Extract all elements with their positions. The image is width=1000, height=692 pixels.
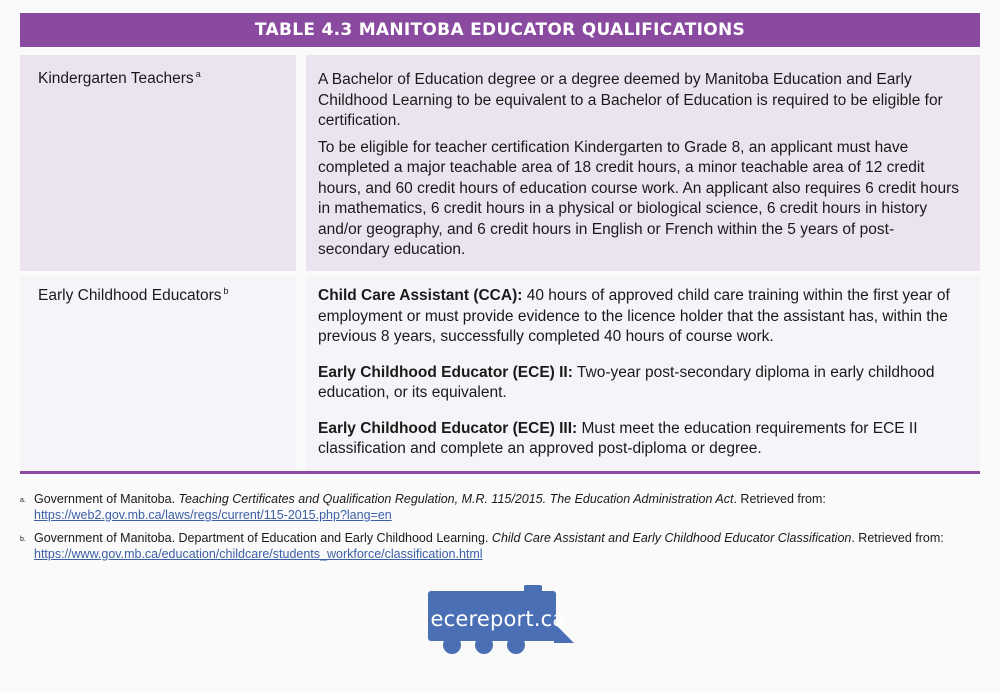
- footnote-prefix: Government of Manitoba. Department of Education and Early Childhood Learning.: [34, 531, 492, 545]
- table-bottom-rule: [20, 471, 980, 474]
- row-label: Kindergarten Teachers: [38, 70, 194, 88]
- footnotes: [20, 491, 980, 569]
- footnote-title: Child Care Assistant and Early Childhood Educator Classification: [491, 531, 852, 545]
- footnote-text: [34, 491, 980, 523]
- footnote-title: Teaching Certificates and Qualification Regulation, M.R. 115/2015. The Education Administration Act: [178, 492, 734, 506]
- description-paragraph: A Bachelor of Education degree or a degree deemed by Manitoba Education and Early Childhood Learning to be equivalent to a Bachelor of Education is required to be eligible for certification.: [318, 71, 943, 129]
- footnote-link[interactable]: https://www.gov.mb.ca/education/childcare/students_workforce/classification.html: [34, 547, 483, 561]
- logo-text: ecereport.ca: [430, 607, 566, 631]
- qualification-text: Must meet the education requirements for ECE II classification and complete an approved post-diploma or degree.: [318, 419, 918, 457]
- footnote: [20, 530, 980, 562]
- footnote-prefix: Government of Manitoba.: [34, 492, 179, 506]
- qualification-item: [318, 363, 962, 404]
- footnote-text: [34, 530, 980, 562]
- qualification-text: Two-year post-secondary diploma in early childhood education, or its equivalent.: [318, 363, 935, 401]
- qualification-text: 40 hours of approved child care training within the first year of employment or must provide evidence to the licence holder that the assistant has, within the previous 8 years, successfully completed 40 hours of course work.: [318, 287, 950, 345]
- qualification-item: [318, 419, 962, 460]
- row-description-cell: [306, 55, 980, 271]
- footnote-marker: a.: [20, 497, 26, 504]
- qualification-term: Early Childhood Educator (ECE) III:: [318, 419, 578, 437]
- footnote-link[interactable]: https://web2.gov.mb.ca/laws/regs/current/115-2015.php?lang=en: [34, 508, 392, 522]
- qualification-item: [318, 286, 962, 348]
- description-paragraph: To be eligible for teacher certification Kindergarten to Grade 8, an applicant must have completed a major teachable area of 18 credit hours, a minor teachable area of 12 credit hours, and 60 credit hours of education course work. An applicant also requires 6 credit hours in mathematics, 6 credit hours in a physical or biological science, 6 credit hours in history and/or geography, and 6 credit hours in English or French within the 5 years of post-secondary education.: [318, 138, 960, 258]
- qualification-term: Child Care Assistant (CCA):: [318, 287, 523, 304]
- row-label-cell: [20, 55, 296, 271]
- qualifications-table: [20, 55, 980, 472]
- row-label: Early Childhood Educators: [38, 287, 222, 305]
- qualification-term: Early Childhood Educator (ECE) II:: [318, 363, 573, 381]
- footnote: [20, 491, 980, 523]
- footnote-marker: b: [223, 286, 229, 296]
- footnote-marker: b.: [20, 536, 26, 543]
- footnote-suffix: . Retrieved from:: [733, 492, 826, 506]
- row-label-cell: [20, 276, 296, 472]
- row-description-cell: [306, 276, 980, 472]
- footnote-marker: a: [195, 69, 201, 79]
- table-title: TABLE 4.3 MANITOBA EDUCATOR QUALIFICATIONS: [20, 13, 980, 47]
- table-row: [20, 276, 980, 472]
- footnote-suffix: . Retrieved from:: [851, 531, 944, 545]
- table-row: [20, 55, 980, 271]
- ecereport-logo: [428, 585, 576, 657]
